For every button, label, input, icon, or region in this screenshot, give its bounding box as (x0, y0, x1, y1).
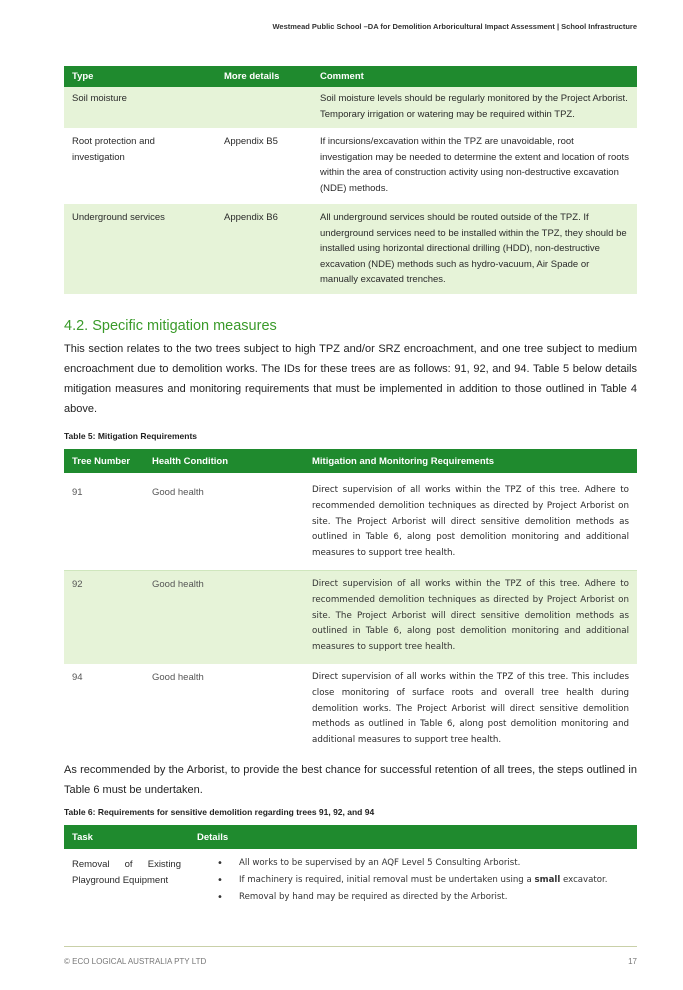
column-header-health-condition: Health Condition (144, 449, 304, 473)
column-header-type: Type (64, 66, 216, 87)
table-row (64, 473, 637, 570)
table5-caption: Table 5: Mitigation Requirements (64, 431, 198, 441)
running-header: Westmead Public School –DA for Demolition Arboricultural Impact Assessment | School Infrastructure (272, 22, 637, 31)
cell-health: Good health (152, 671, 204, 683)
list-item-text: If machinery is required, initial removal must be undertaken using a (239, 875, 535, 885)
footer-divider (64, 946, 637, 947)
list-item: • Removal by hand may be required as directed by the Arborist. (217, 889, 629, 906)
cell-requirements: Direct supervision of all works within the TPZ of this tree. Adhere to recommended demolition techniques as directed by Project Arborist on site. The Project Arborist will direct sensitive demolition methods as outlined in Table 6, along post demolition monitoring and additional measures to support tree health. (304, 473, 637, 570)
cell-tree-number: 91 (64, 473, 144, 570)
list-item: • All works to be supervised by an AQF Level 5 Consulting Arborist. (217, 855, 629, 872)
section-intro-paragraph: This section relates to the two trees subject to high TPZ and/or SRZ encroachment, and one tree subject to medium encroachment due to demolition works. The IDs for these trees are as follows: 91, 92, and 94. Table 5 below details mitigation measures and monitoring requirements that must be implemented in addition to those outlined in Table 4 above. (64, 343, 637, 415)
column-header-task: Task (64, 825, 189, 849)
column-header-comment: Comment (312, 66, 637, 87)
page-number: 17 (628, 957, 637, 966)
table6-caption: Table 6: Requirements for sensitive demolition regarding trees 91, 92, and 94 (64, 807, 375, 817)
cell-tree-number: 94 (72, 671, 83, 683)
cell-type: Soil moisture (64, 87, 216, 128)
list-item-text: excavator. (560, 875, 608, 885)
table-row (64, 204, 637, 294)
cell-comment: All underground services should be routed outside of the TPZ. If underground services need to be installed within the TPZ, they should be installed using horizontal directional drilling (HDD), non-destructive excavation (NDE) methods such as hydro-vacuum, Air Spade or manually excavated trenches. (312, 204, 637, 294)
details-list (217, 855, 629, 906)
table-row (64, 87, 637, 128)
table-row (64, 570, 637, 663)
cell-type: Root protection and investigation (72, 136, 155, 163)
cell-health: Good health (144, 570, 304, 663)
cell-tree-number: 92 (64, 570, 144, 663)
column-header-details: Details (189, 825, 637, 849)
mitigation-requirements-table (64, 449, 637, 757)
cell-details: Appendix B6 (216, 204, 312, 294)
column-header-more-details: More details (216, 66, 312, 87)
cell-type: Underground services (64, 204, 216, 294)
sensitive-demolition-table (64, 825, 637, 910)
list-item (217, 872, 629, 889)
column-header-tree-number: Tree Number (64, 449, 144, 473)
arborist-recommendation-paragraph: As recommended by the Arborist, to provide the best chance for successful retention of all trees, the steps outlined in Table 6 must be undertaken. (64, 764, 637, 796)
cell-details (189, 849, 637, 910)
cell-details: Appendix B5 (224, 136, 278, 147)
table-row (64, 664, 637, 757)
column-header-requirements: Mitigation and Monitoring Requirements (304, 449, 637, 473)
assessment-table-continued (64, 66, 637, 294)
list-item-emphasis: small (534, 875, 561, 885)
cell-comment: If incursions/excavation within the TPZ are unavoidable, root investigation may be needed to determine the extent and location of roots within the area of construction activity using non-destructive excavation (NDE) methods. (320, 136, 629, 194)
table-row (64, 128, 637, 204)
table-row (64, 849, 637, 910)
cell-health: Good health (144, 473, 304, 570)
cell-requirements: Direct supervision of all works within the TPZ of this tree. This includes close monitoring of surface roots and overall tree health during demolition works. The Project Arborist will direct sensitive demolition methods as outlined in Table 6, along post demolition monitoring and additional measures to support tree health. (312, 671, 629, 746)
cell-task: Removal of Existing Playground Equipment (72, 859, 181, 886)
cell-requirements: Direct supervision of all works within the TPZ of this tree. Adhere to recommended demolition techniques as directed by Project Arborist on site. The Project Arborist will direct sensitive demolition methods as outlined in Table 6, along post demolition monitoring and additional measures to support tree health. (304, 570, 637, 663)
footer-company: © ECO LOGICAL AUSTRALIA PTY LTD (64, 957, 207, 966)
section-heading: 4.2. Specific mitigation measures (64, 318, 277, 334)
cell-details (216, 87, 312, 128)
cell-comment: Soil moisture levels should be regularly monitored by the Project Arborist. Temporary irrigation or watering may be required within TPZ. (312, 87, 637, 128)
